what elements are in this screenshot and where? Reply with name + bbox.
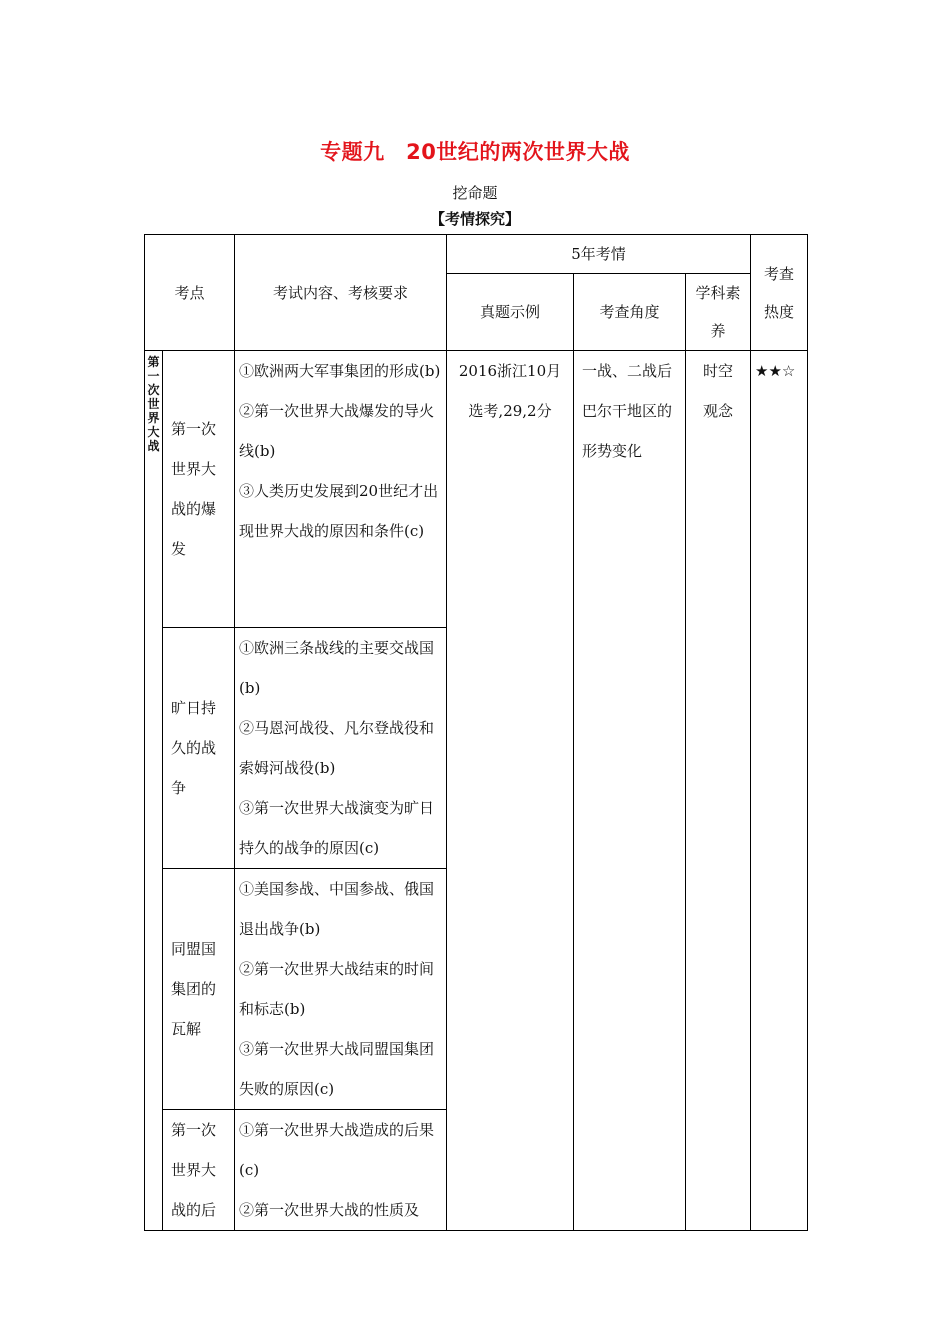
- document-title: 专题九 20世纪的两次世界大战: [320, 140, 630, 164]
- subpoint-central-powers-collapse: 同盟国集团的瓦解: [163, 869, 235, 1110]
- exam-angle: 一战、二战后巴尔干地区的形势变化: [574, 351, 686, 1231]
- subpoint-outbreak: 第一次世界大战的爆发: [163, 351, 235, 628]
- document-subtitle: 挖命题: [452, 184, 498, 202]
- subpoint-aftermath: 第一次世界大战的后: [163, 1110, 235, 1231]
- header-angle: 考查角度: [574, 274, 686, 351]
- header-point: 考点: [145, 235, 235, 351]
- header-literacy: 学科素养: [686, 274, 751, 351]
- content-central-powers-collapse: ①美国参战、中国参战、俄国退出战争(b) ②第一次世界大战结束的时间和标志(b) ③第一次世界大战同盟国集团失败的原因(c): [235, 869, 447, 1110]
- content-outbreak: ①欧洲两大军事集团的形成(b) ②第一次世界大战爆发的导火线(b) ③人类历史发展到20世纪才出现世界大战的原因和条件(c): [235, 351, 447, 628]
- group-label-ww1: 第 一 次 世 界 大 战: [145, 351, 163, 1231]
- header-heat: 考查热度: [751, 235, 808, 351]
- header-content: 考试内容、考核要求: [235, 235, 447, 351]
- exam-example: 2016浙江10月选考,29,2分: [447, 351, 574, 1231]
- header-example: 真题示例: [447, 274, 574, 351]
- exam-analysis-table: [144, 234, 808, 1231]
- header-five-year: 5年考情: [447, 235, 751, 274]
- heat-stars: ★★☆: [751, 351, 808, 1231]
- exam-literacy: 时空观念: [686, 351, 751, 1231]
- subpoint-prolonged-war: 旷日持久的战争: [163, 628, 235, 869]
- section-heading: 【考情探究】: [429, 210, 520, 228]
- content-aftermath: ①第一次世界大战造成的后果(c) ②第一次世界大战的性质及: [235, 1110, 447, 1231]
- content-prolonged-war: ①欧洲三条战线的主要交战国(b) ②马恩河战役、凡尔登战役和索姆河战役(b) ③第一次世界大战演变为旷日持久的战争的原因(c): [235, 628, 447, 869]
